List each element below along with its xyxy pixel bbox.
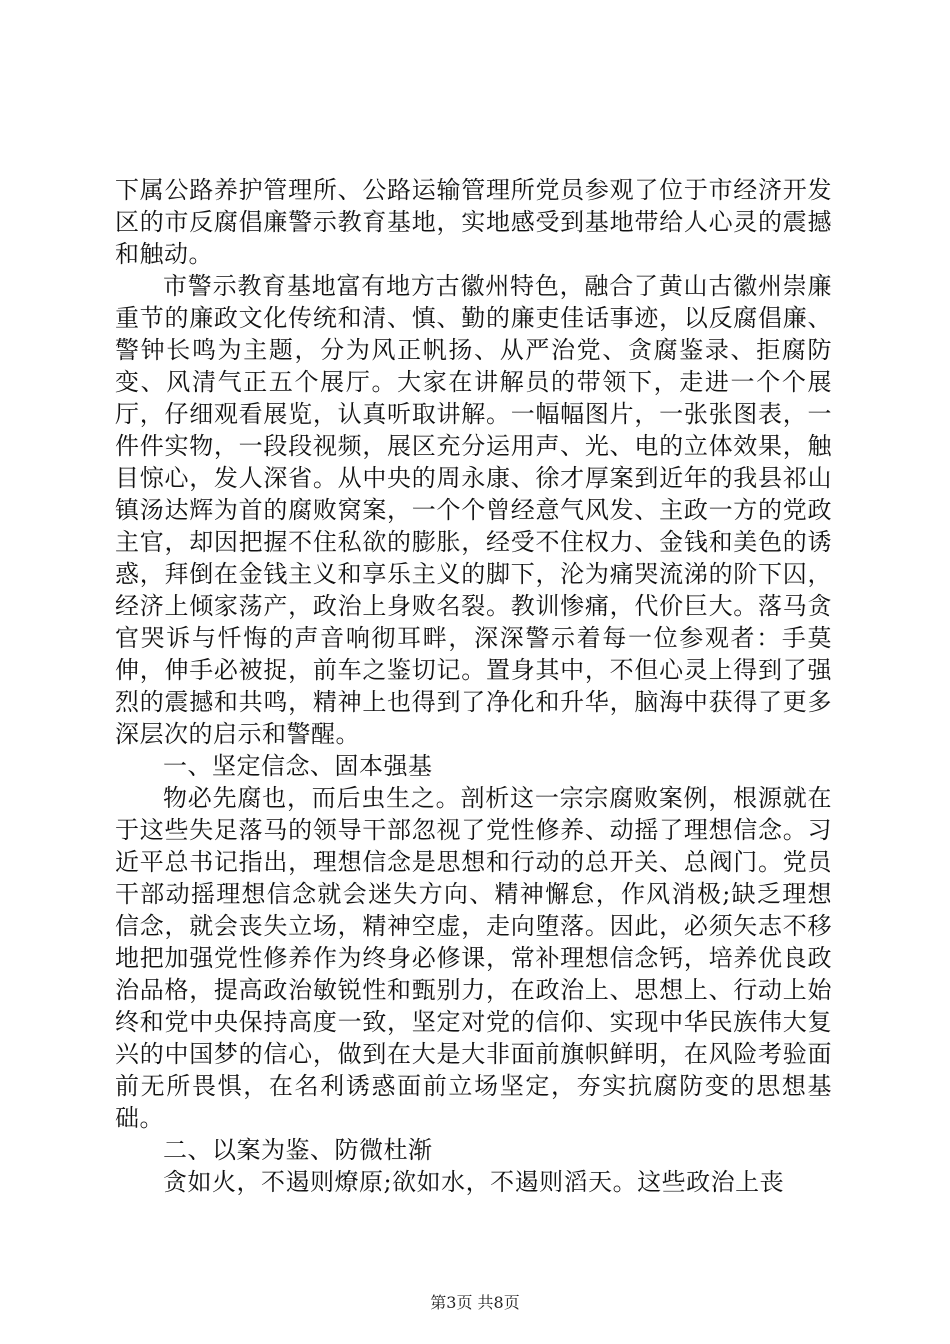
paragraph-4: 贪如火，不遏则燎原;欲如水，不遏则滔天。这些政治上丧 [163,1168,785,1196]
section-heading-2: 二、以案为鉴、防微杜渐 [163,1136,433,1164]
page-number-footer: 第3页 共8页 [430,1293,520,1312]
paragraph-2: 市警示教育基地富有地方古徽州特色，融合了黄山古徽州崇廉重节的廉政文化传统和清、慎、勤的廉吏佳话事迹，以反腐倡廉、警钟长鸣为主题，分为风正帆扬、从严治党、贪腐鉴录、拒腐防变、风清气正五个展厅。大家在讲解员的带领下，走进一个个展厅，仔细观看展览，认真听取讲解。一幅幅图片，一张张图表，一件件实物，一段段视频，展区充分运用声、光、电的立体效果，触目惊心，发人深省。从中央的周永康、徐才厚案到近年的我县祁山镇汤达辉为首的腐败窝案，一个个曾经意气风发、主政一方的党政主官，却因把握不住私欲的膨胀，经受不住权力、金钱和美色的诱惑，拜倒在金钱主义和享乐主义的脚下，沦为痛哭流涕的阶下囚，经济上倾家荡产，政治上身败名裂。教训惨痛，代价巨大。落马贪官哭诉与忏悔的声音响彻耳畔，深深警示着每一位参观者：手莫伸，伸手必被捉，前车之鉴切记。置身其中，不但心灵上得到了强烈的震撼和共鸣，精神上也得到了净化和升华，脑海中获得了更多深层次的启示和警醒。 [115,272,832,748]
section-heading-1: 一、坚定信念、固本强基 [163,752,433,780]
paragraph-1: 下属公路养护管理所、公路运输管理所党员参观了位于市经济开发区的市反腐倡廉警示教育基地，实地感受到基地带给人心灵的震撼和触动。 [115,176,832,268]
document-body [115,174,832,1198]
paragraph-3: 物必先腐也，而后虫生之。剖析这一宗宗腐败案例，根源就在于这些失足落马的领导干部忽视了党性修养、动摇了理想信念。习近平总书记指出，理想信念是思想和行动的总开关、总阀门。党员干部动摇理想信念就会迷失方向、精神懈怠，作风消极;缺乏理想信念，就会丧失立场，精神空虚，走向堕落。因此，必须矢志不移地把加强党性修养作为终身必修课，常补理想信念钙，培养优良政治品格，提高政治敏锐性和甄别力，在政治上、思想上、行动上始终和党中央保持高度一致，坚定对党的信仰、实现中华民族伟大复兴的中国梦的信心，做到在大是大非面前旗帜鲜明，在风险考验面前无所畏惧，在名利诱惑面前立场坚定，夯实抗腐防变的思想基础。 [115,784,832,1132]
